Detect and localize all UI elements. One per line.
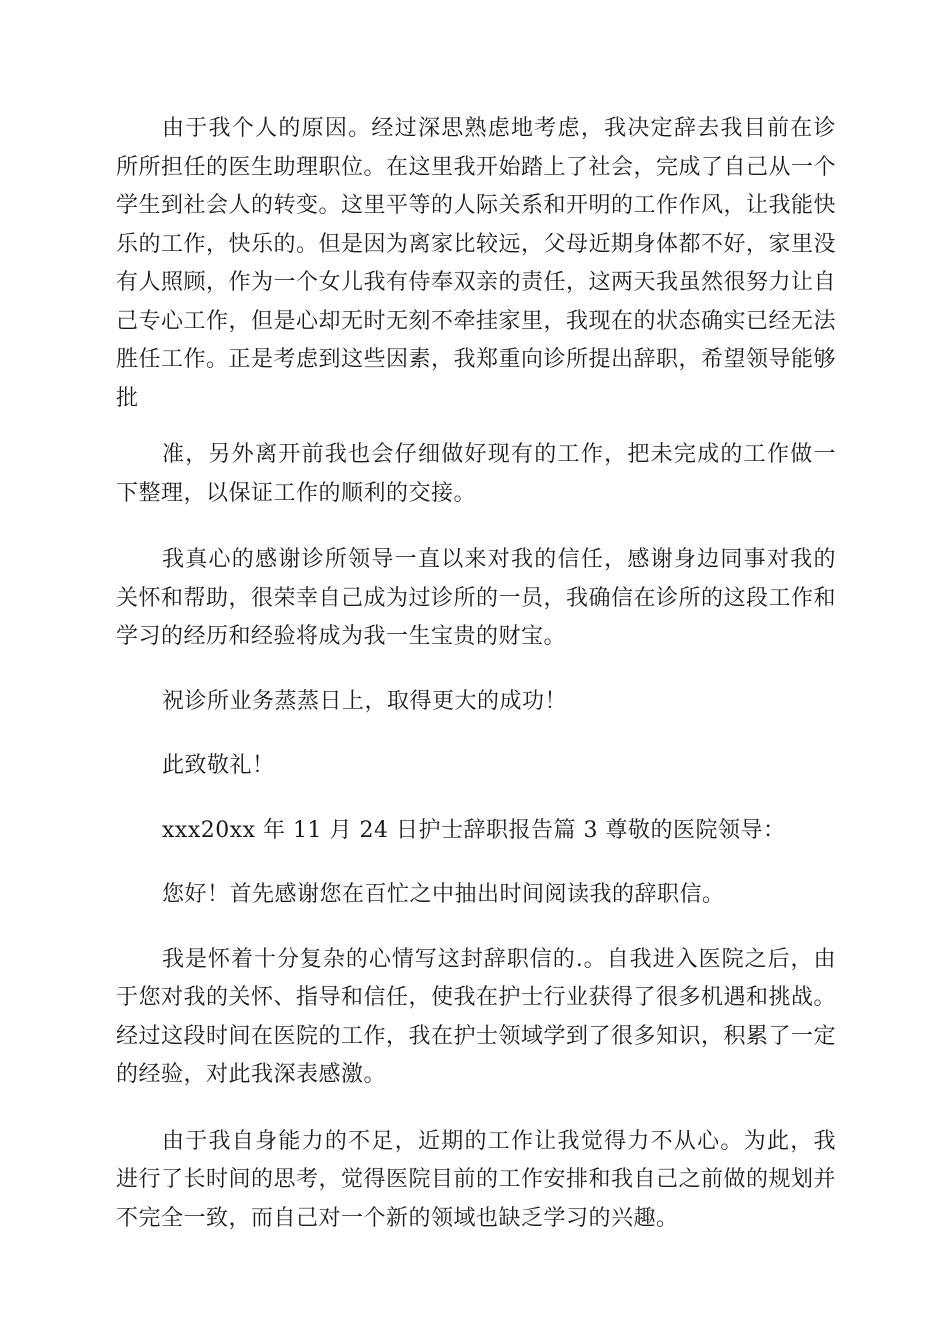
paragraph-blessing: 祝诊所业务蒸蒸日上，取得更大的成功！ <box>162 688 568 714</box>
paragraph-greeting: 您好！首先感谢您在百忙之中抽出时间阅读我的辞职信。 <box>162 882 725 907</box>
paragraph-salutation: 此致敬礼！ <box>162 753 275 778</box>
paragraph-gratitude: 我真心的感谢诊所领导一直以来对我的信任，感谢身边同事对我的关怀和帮助，很荣幸自己成为过诊所的一员，我确信在诊所的这段工作和学习的经历和经验将成为我一生宝贵的财宝。 <box>116 547 837 649</box>
paragraph-resignation-reason: 由于我个人的原因。经过深思熟虑地考虑，我决定辞去我目前在诊所所担任的医生助理职位。在这里我开始踏上了社会，完成了自己从一个学生到社会人的转变。这里平等的人际关系和开明的工作作风，让我能快乐的工作，快乐的。但是因为离家比较远，父母近期身体都不好，家里没有人照顾，作为一个女儿我有侍奉双亲的责任，这两天我虽然很努力让自己专心工作，但是心却无时无刻不牵挂家里，我现在的状态确实已经无法胜任工作。正是考虑到这些因素，我郑重向诊所提出辞职，希望领导能够批 <box>116 116 837 411</box>
paragraph-nurse-reason: 由于我自身能力的不足，近期的工作让我觉得力不从心。为此，我进行了长时间的思考，觉得医院目前的工作安排和我自己之前做的规划并不完全一致，而自己对一个新的领域也缺乏学习的兴趣。 <box>116 1128 837 1231</box>
document-body <box>116 110 836 1238</box>
paragraph-date-heading: xxx20xx 年 11 月 24 日护士辞职报告篇 3 尊敬的医院领导： <box>162 817 786 843</box>
paragraph-nurse-experience: 我是怀着十分复杂的心情写这封辞职信的.。自我进入医院之后，由于您对我的关怀、指导和信任，使我在护士行业获得了很多机遇和挑战。经过这段时间在医院的工作，我在护士领域学到了很多知识，积累了一定的经验，对此我深表感激。 <box>116 946 837 1087</box>
paragraph-handover: 准，另外离开前我也会仔细做好现有的工作，把未完成的工作做一下整理，以保证工作的顺利的交接。 <box>116 442 836 506</box>
